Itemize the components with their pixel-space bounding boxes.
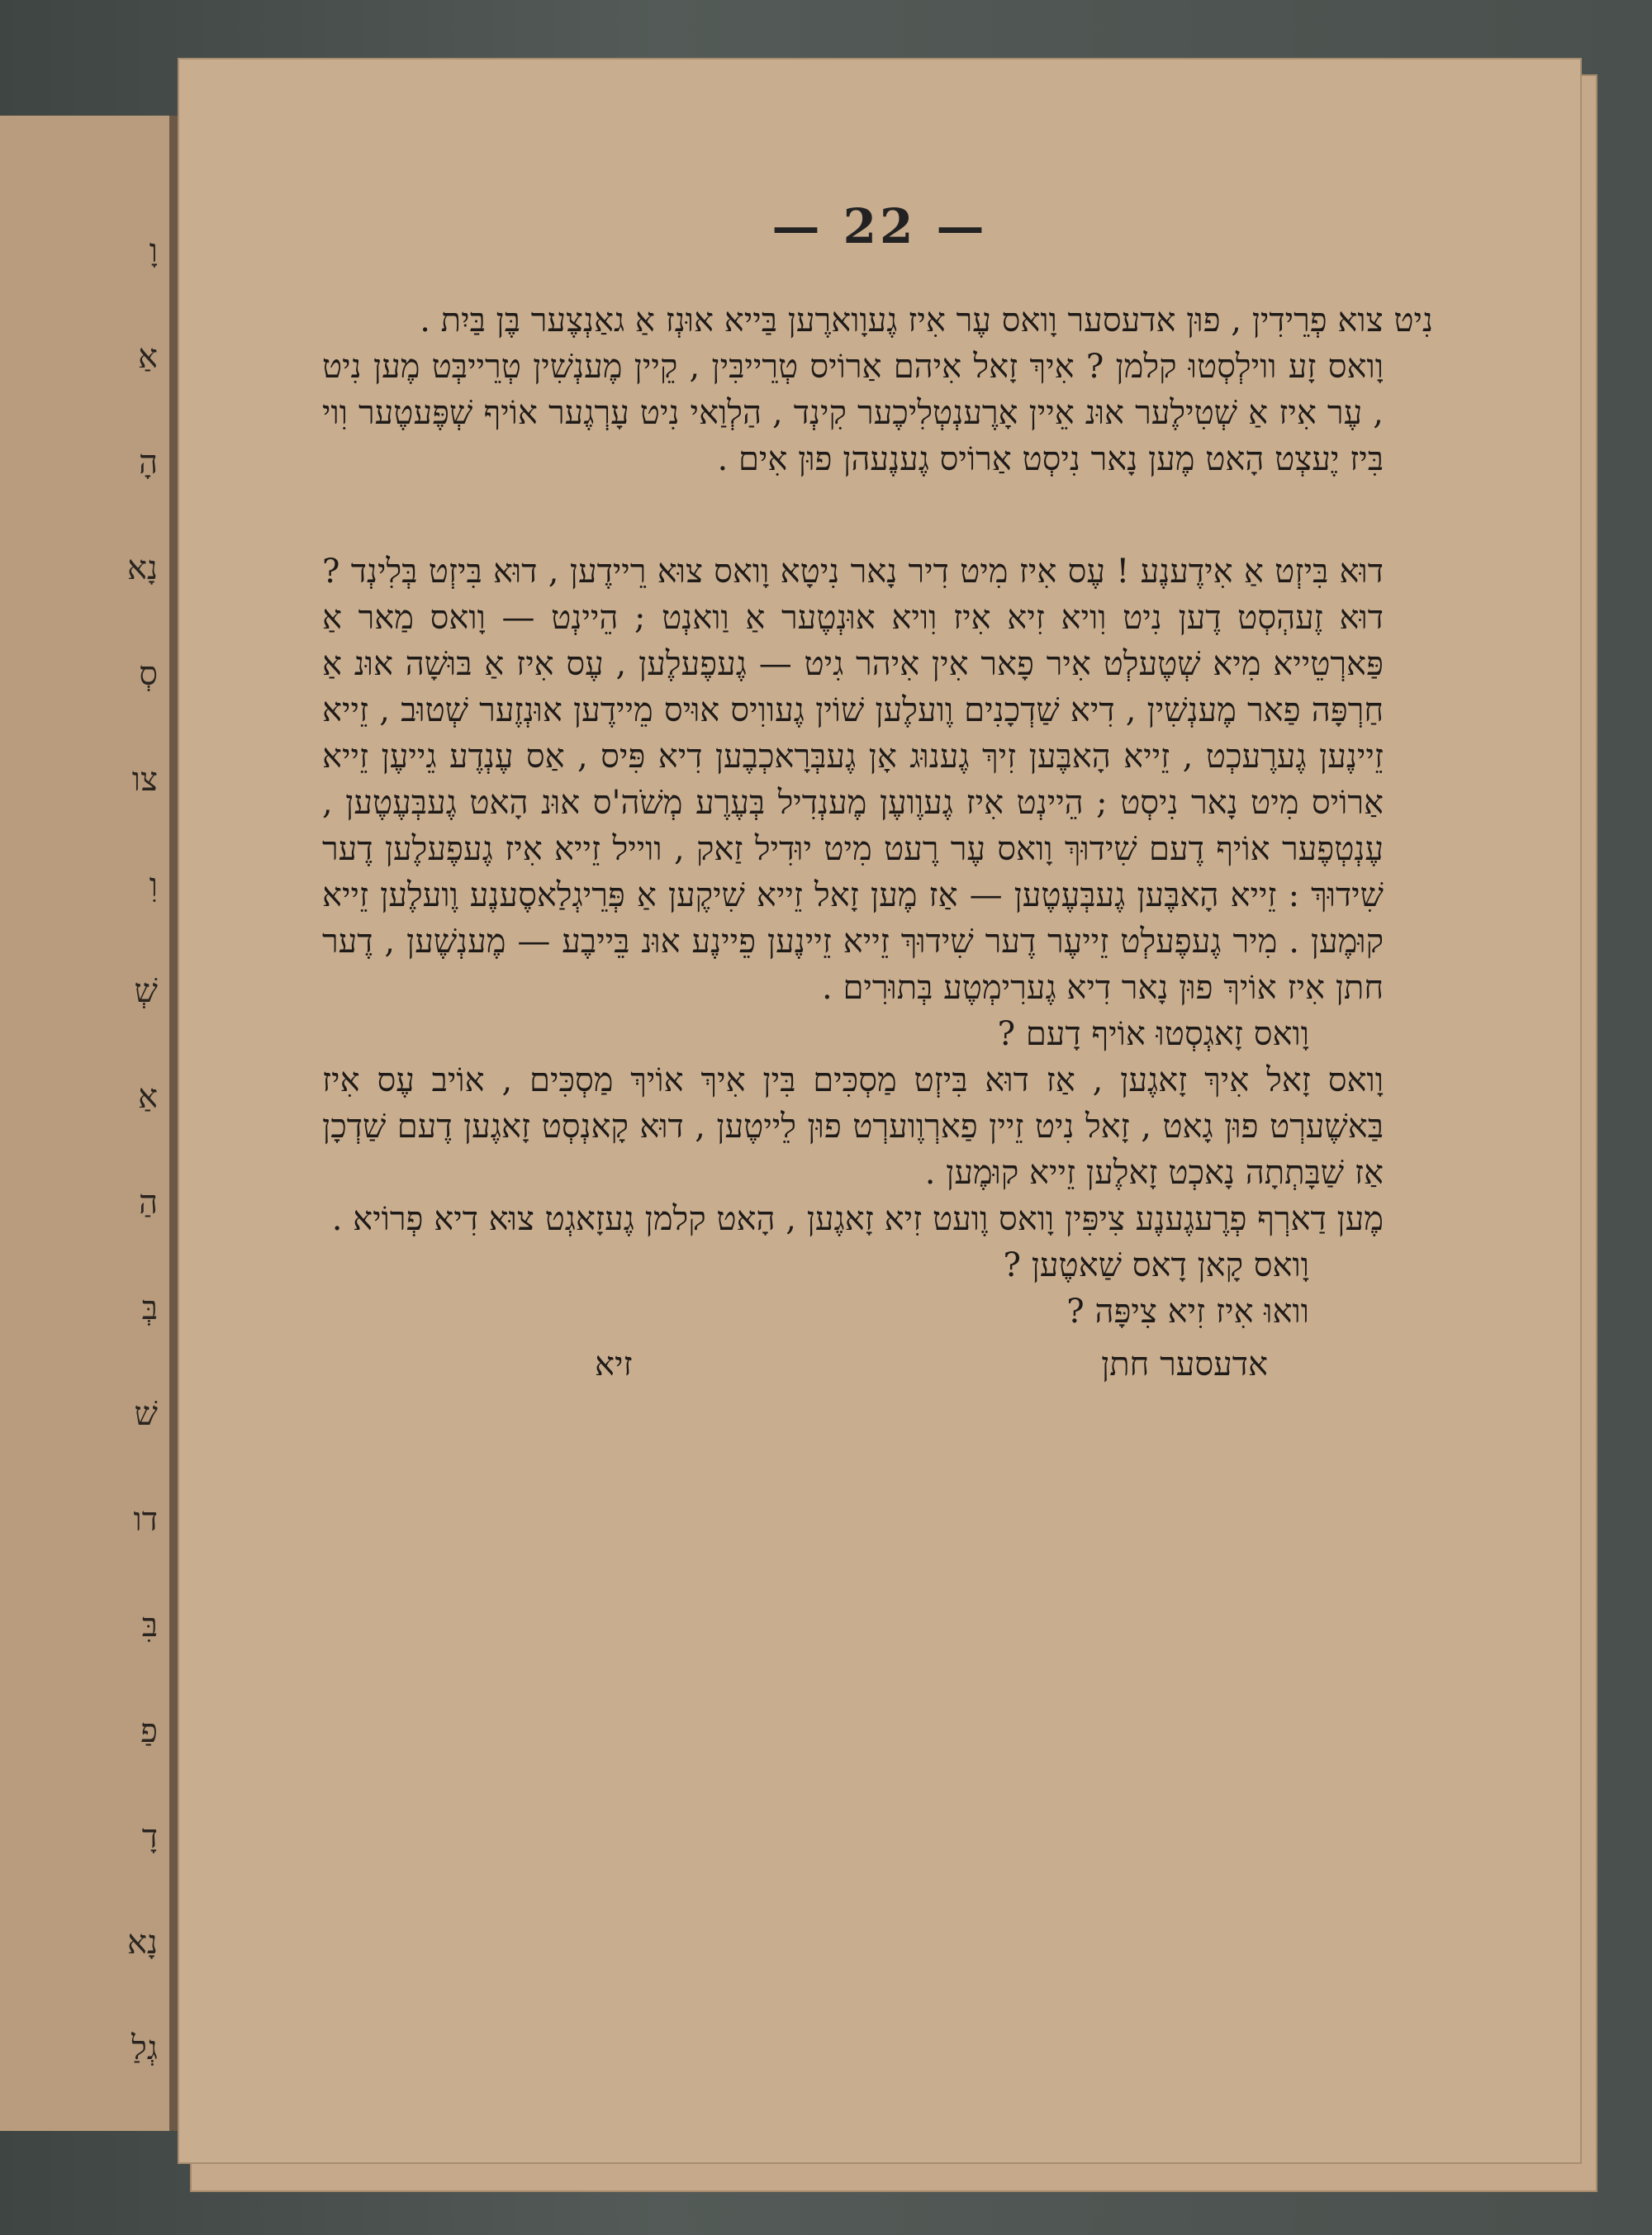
paragraph: מֶען דַארְף פְרֶעגֶענֶע צִיפִּין וָואס וֶועט זִיא זָאגֶען , הָאט קלמן גֶעזָאגְט צוּא דִיא פְרוֹיא . [331,1200,1384,1238]
left-page-fragment: גְלַ [131,2029,158,2067]
paragraph: וָואס קָאן דָאס שַׁאטֶען ? [1003,1246,1309,1284]
left-page-fragment: דו [133,1501,158,1539]
page-number: — 22 — [771,198,988,254]
signature-right: אדעסער חתן [1101,1345,1268,1383]
left-page-fragment: שׁ [134,1395,158,1433]
paragraph: וָואס זָאל אִיךְ זָאגֶען , אַז דוּא בִּיזְט מַסְכִּים בִּין אִיךְ אוֹיךְ מַסְכִּים , אוֹיב עֶס אִיז בַּאשֶׁערְט פוּן גָאט , זָאל נִיט זֵיין פַארְוֶוערְט פוּן לֵייטֶען , דוּא קָאנְסְט זָאגֶען דֶעם שַׁדְכָן אַז שַׁבָּתְתָה נָאכְט זָאלֶען זֵייא קוּמֶען . [322,1061,1384,1192]
left-page-fragment: הָ [138,444,158,482]
left-page-fragment: דָ [141,1818,158,1856]
signature-left: זיא [595,1345,633,1383]
signature-line [322,1341,1433,1388]
left-page-fragment: וִ [149,866,158,904]
left-page-fragment: צו [131,761,158,799]
left-page-fragment: פַ [140,1712,158,1750]
body-text [322,297,1433,1388]
left-page-fragment: בִּ [141,1606,158,1644]
left-page-fragment: בְּ [141,1289,158,1327]
left-page-fragment: וָ [149,232,158,270]
left-page-edge [0,116,172,2131]
paragraph-gap [322,482,1433,548]
left-page-fragment: סְ [139,655,158,693]
paragraph: וואוּ אִיז זִיא צִיפָּה ? [1066,1293,1309,1331]
left-page-fragment: נָא [126,1924,158,1962]
paragraph: וָואס זָאגְסְטוּ אוֹיף דָעם ? [997,1015,1309,1053]
left-page-fragment: נָא [126,549,158,587]
left-page-fragment: אַ [137,1078,158,1116]
left-page-fragment: הַ [138,1184,158,1222]
left-page-fragment: שְׁ [134,972,158,1010]
left-page-fragment: אַ [137,338,158,376]
paragraph: דוּא בִּיזְט אַ אִידֶענֶע ! עֶס אִיז מִיט דִיר נָאר נִיטָא וָואס צוּא רֵיידֶען , דוּא בִּיזְט בְּלִינְד ? דוּא זֶעהְסְט דֶען נִיט וִויא זִיא אִיז וִויא אוּנְטֶער אַ וַואנְט ; הֵיינְט — וָואס מַאר אַ פַּארְטֵייא מִיא שְׁטֶעלְט אִיר פָאר אִין אִיהר גִיט — גֶעפֶעלֶען , עֶס אִיז אַ בּוּשָׁה אוּנ אַ חַרְפָּה פַאר מֶענְשִׁין , דִיא שַׁדְכָנִים וֶועלֶען שׁוֹין גֶעווִיס אוּיס מֵיידֶען אוּנְזֶער שְׁטוּב , זֵייא זֵיינֶען גֶערֶעכְט , זֵייא הָאבֶּען זִיךְ גֶענוּג אָן גֶעבְּרָאכְבֶען דִיא פִּיס , אַס עֶנְדֶע גֵייעֶן זֵייא אַרוֹיס מִיט נָאר נִיסְט ; הֵיינְט אִיז גֶעוֶועֶן מֶענְדִיל בְּעֶרֶע מְשֹׁה'ס אוּנ הָאט גֶעבְּעֶטֶען , עֶנְטְפֶער אוֹיף דֶעם שִׁידוּךְ וָואס עֶר רֶעט מִיט יוּדִיל זַאק , ווייל זֵייא אִיז גֶעפֶעלֶען דֶער שִׁידוּךְ : זֵייא הָאבֶּען גֶעבְּעֶטֶען — אַז מֶען זָאל זֵייא שִׁיקֶען אַ פְּרֵיגְלַאסֶענֶע וֶועלֶען זֵייא קוּמֶען . מִיר גֶעפֶעלְט זֵייעֶר דֶער שִׁידוּךְ זֵייא זֵיינֶען פֵיינֶע אוּנ בֵּייבֶע — מֶענְשֶׁען , דֶער חתן אִיז אוֹיךְ פוּן נָאר דִיא גֶערִימְטֶע בְּתוּרִים . [322,553,1384,1007]
paragraph-list [322,297,1433,1335]
paragraph: נִיט צוא פְרֵידִין , פוּן אדעסער וָואס עֶר אִיז גֶעוָוארֶען בַּייא אוּנְז אַ גאַנְצֶער בֶּן בַּיִת . [420,301,1433,339]
document-page [178,58,1582,2164]
paragraph: וָואס זָע ווילְסְטוּ קלמן ? אִיךְ זָאל אִיהם אַרוֹיס טְרֵייבִּין , קֵיין מֶענְשִׁין טְרֵייבְּט מֶען נִיט , עֶר אִיז אַ שְׁטִילֶער אוּנ אֵיין אָרֶענְטְלִיכֶער קִינְד , הַלְוַאי נִיט עָרְגֶער אוֹיף שְׁפֶּעטֶער וִוי בִּיז יֶעצְט הָאט מֶען נָאר נִיסְט אַרוֹיס גֶענֶעהן פוּן אִים . [322,348,1384,478]
